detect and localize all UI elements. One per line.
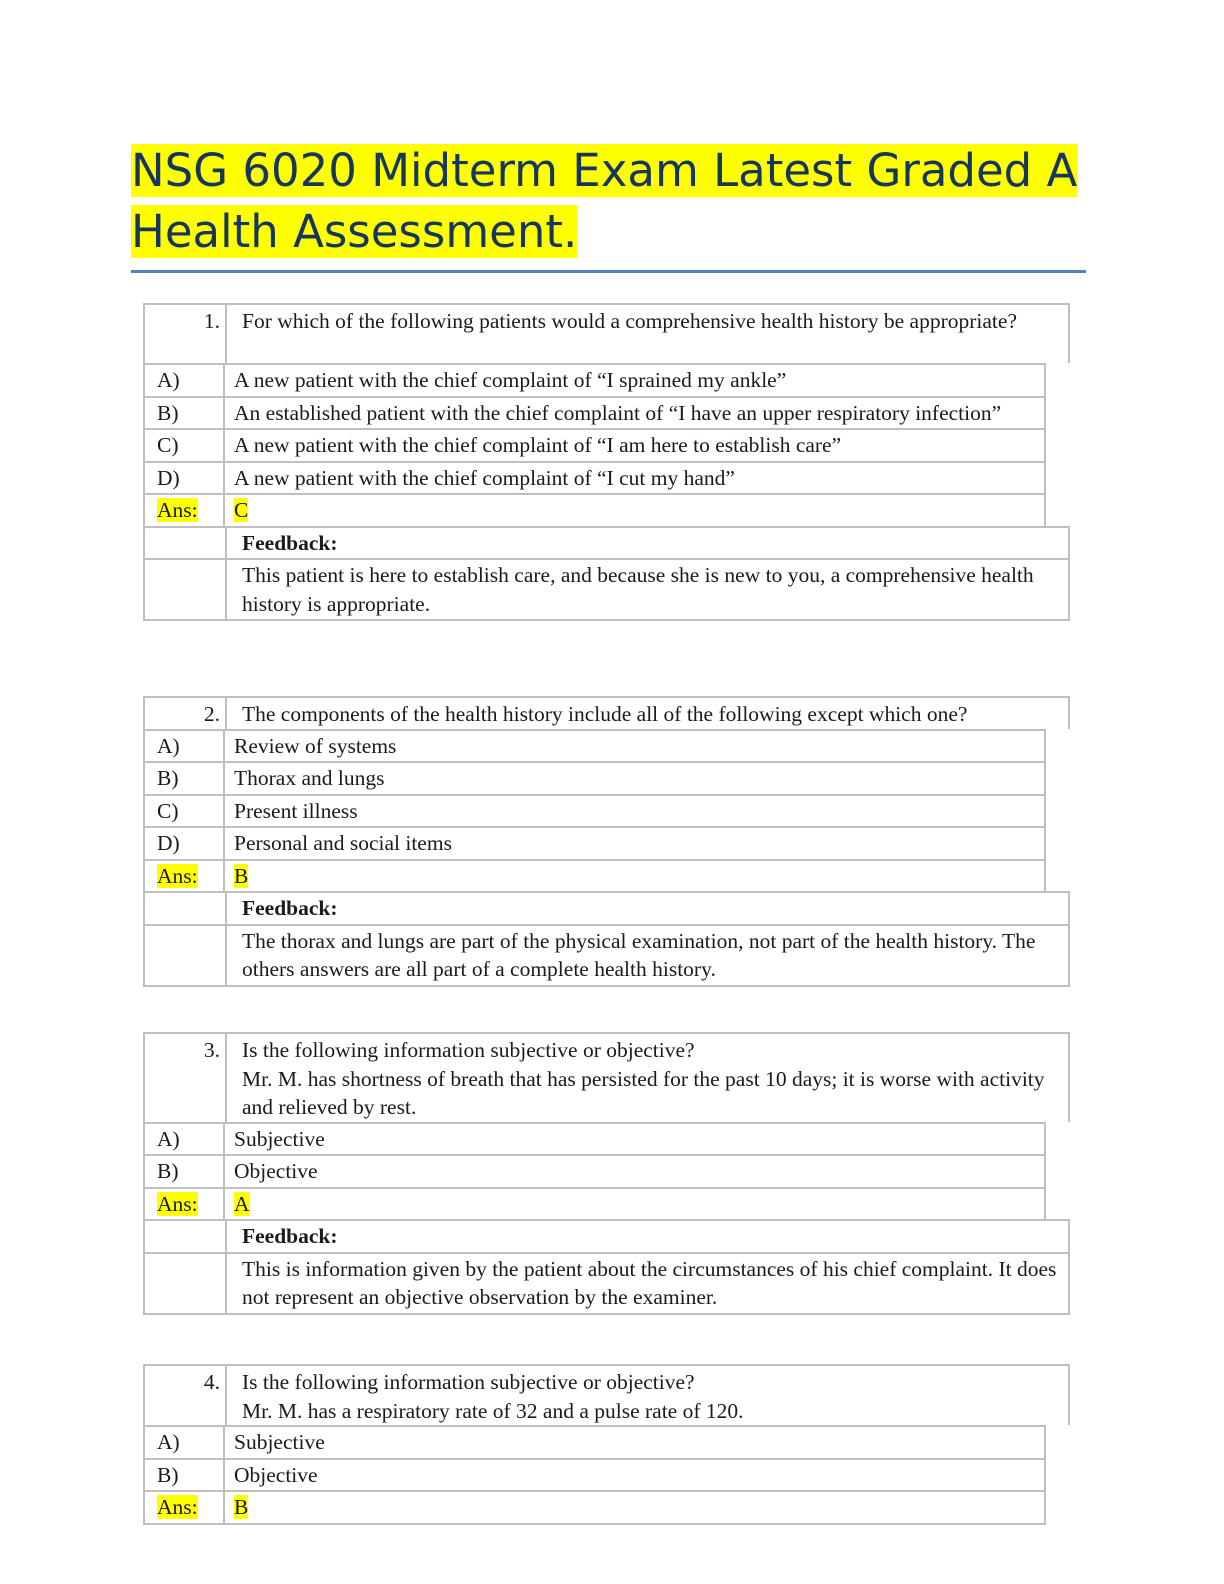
option-letter: A) (143, 1124, 225, 1155)
option-row (143, 761, 1046, 794)
question-number: 4. (145, 1366, 227, 1425)
answer-label: Ans: (157, 1495, 198, 1519)
option-text: Thorax and lungs (225, 763, 1046, 794)
question-4 (143, 1364, 1070, 1525)
option-text: Subjective (225, 1427, 1046, 1458)
option-row (143, 1425, 1046, 1458)
option-text: Review of systems (225, 731, 1046, 762)
question-3 (143, 1032, 1070, 1315)
option-letter: B) (143, 1460, 225, 1491)
question-number: 2. (145, 698, 227, 729)
question-text: Is the following information subjective or objective? (242, 1370, 695, 1394)
answer-label: Ans: (157, 1191, 198, 1216)
question-row (143, 696, 1070, 729)
option-text: Objective (225, 1460, 1046, 1491)
option-row (143, 396, 1046, 429)
answer-row (143, 493, 1046, 526)
option-text: A new patient with the chief complaint of “I cut my hand” (225, 463, 1046, 494)
answer-row (143, 859, 1046, 892)
option-text: Present illness (225, 796, 1046, 827)
option-row (143, 428, 1046, 461)
feedback-text: The thorax and lungs are part of the physical examination, not part of the health history. The others answers are all part of a complete health history. (242, 928, 1036, 981)
feedback-heading-row (143, 526, 1070, 559)
option-letter: B) (143, 1156, 225, 1187)
question-2 (143, 696, 1070, 987)
answer-value: B (234, 1495, 249, 1519)
option-row (143, 794, 1046, 827)
option-text: A new patient with the chief complaint of “I sprained my ankle” (225, 365, 1046, 396)
feedback-heading-row (143, 891, 1070, 924)
document-title-block (131, 140, 1086, 262)
question-1 (143, 303, 1070, 621)
option-row (143, 1154, 1046, 1187)
option-row (143, 1458, 1046, 1491)
question-number: 1. (145, 305, 227, 363)
answer-label: Ans: (157, 863, 198, 888)
option-text: A new patient with the chief complaint of “I am here to establish care” (225, 430, 1046, 461)
question-text: For which of the following patients would a comprehensive health history be appropriate? (242, 309, 1017, 333)
option-text: An established patient with the chief complaint of “I have an upper respiratory infection” (225, 398, 1046, 429)
document-title (131, 140, 1086, 262)
answer-label: Ans: (157, 498, 198, 522)
option-row (143, 826, 1046, 859)
option-letter: C) (143, 430, 225, 461)
option-text: Subjective (225, 1124, 1046, 1155)
answer-row (143, 1490, 1046, 1525)
option-row (143, 729, 1046, 762)
feedback-row (143, 558, 1070, 621)
option-letter: D) (143, 828, 225, 859)
title-line-1: NSG 6020 Midterm Exam Latest Graded A (131, 144, 1078, 197)
question-row (143, 1364, 1070, 1425)
question-scenario: Mr. M. has a respiratory rate of 32 and a pulse rate of 120. (242, 1398, 744, 1423)
feedback-label: Feedback: (242, 896, 338, 920)
feedback-label: Feedback: (242, 530, 338, 555)
answer-value: A (234, 1191, 250, 1216)
question-number: 3. (145, 1034, 227, 1122)
option-letter: D) (143, 463, 225, 494)
feedback-heading-row (143, 1219, 1070, 1252)
option-row (143, 363, 1046, 396)
answer-value: B (234, 863, 249, 888)
feedback-text: This patient is here to establish care, and because she is new to you, a comprehensive health history is appropriate. (242, 563, 1034, 616)
answer-row (143, 1187, 1046, 1220)
option-letter: A) (143, 365, 225, 396)
option-text: Personal and social items (225, 828, 1046, 859)
title-line-2: Health Assessment. (131, 205, 578, 258)
option-row (143, 1122, 1046, 1155)
feedback-row (143, 924, 1070, 987)
option-letter: B) (143, 763, 225, 794)
title-underline (131, 270, 1086, 273)
option-text: Objective (225, 1156, 1046, 1187)
option-row (143, 461, 1046, 494)
option-letter: B) (143, 398, 225, 429)
question-row (143, 1032, 1070, 1122)
option-letter: A) (143, 1427, 225, 1458)
answer-value: C (234, 498, 249, 522)
question-text: The components of the health history include all of the following except which one? (242, 702, 968, 726)
option-letter: C) (143, 796, 225, 827)
question-scenario: Mr. M. has shortness of breath that has persisted for the past 10 days; it is worse with activity and relieved by rest. (242, 1066, 1045, 1119)
feedback-label: Feedback: (242, 1224, 338, 1248)
question-row (143, 303, 1070, 363)
feedback-text: This is information given by the patient about the circumstances of his chief complaint. It does not represent an objective observation by the examiner. (242, 1256, 1057, 1309)
question-text: Is the following information subjective or objective? (242, 1038, 695, 1062)
option-letter: A) (143, 731, 225, 762)
feedback-row (143, 1252, 1070, 1315)
